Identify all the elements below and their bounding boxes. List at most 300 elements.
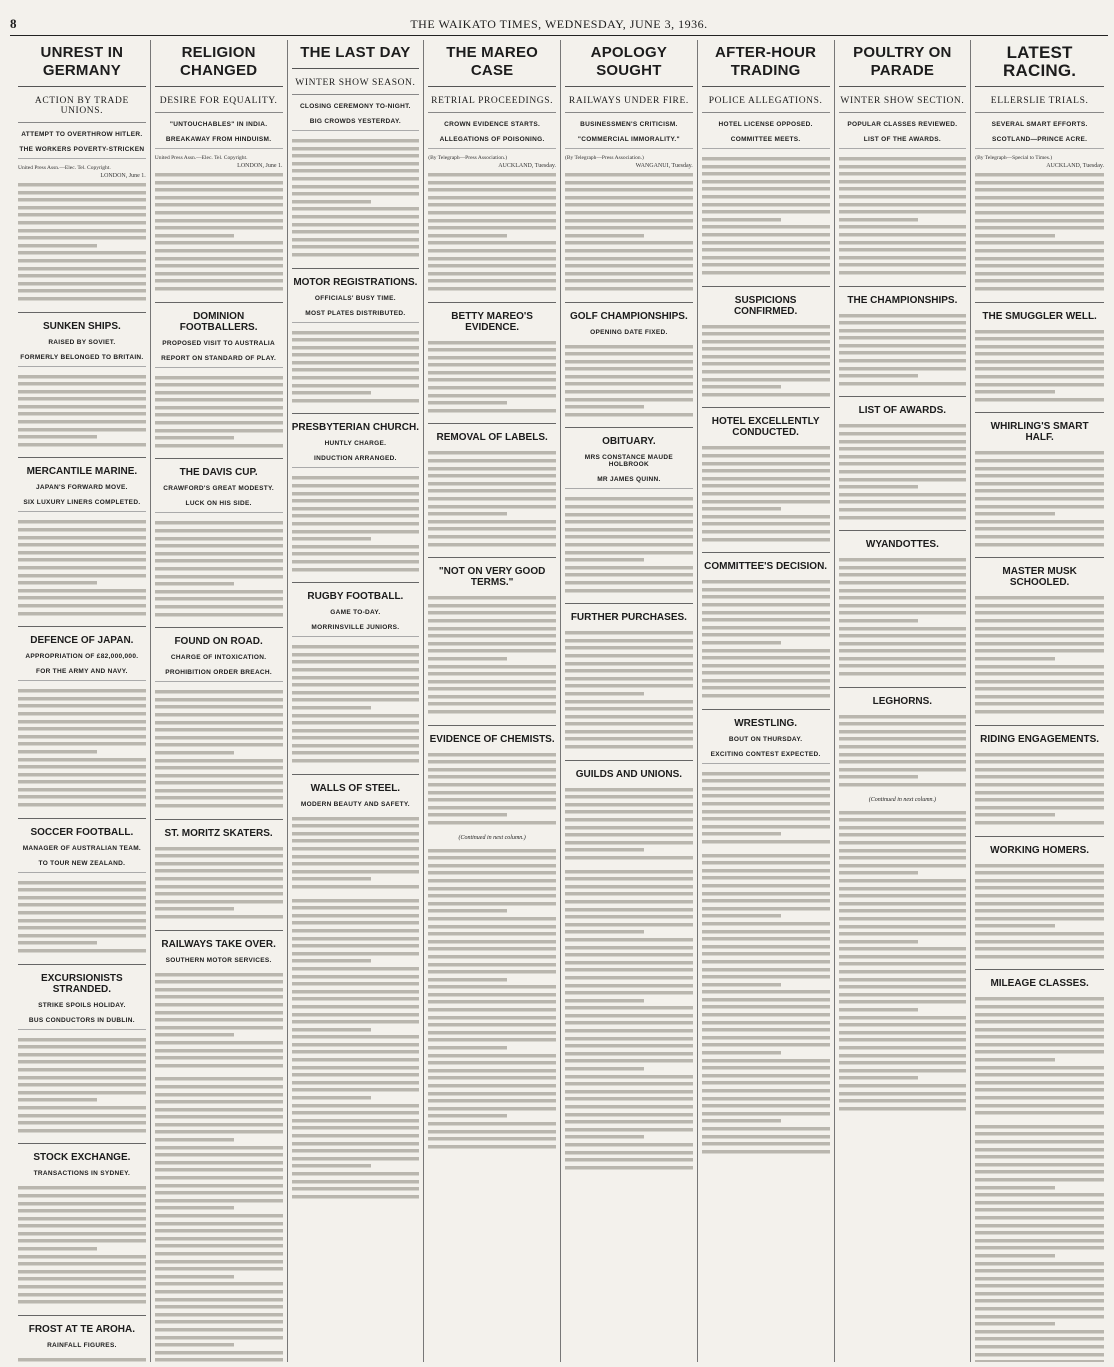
text-line <box>292 1079 420 1087</box>
text-line <box>155 1016 283 1024</box>
story-headline: SUNKEN SHIPS. <box>18 312 146 336</box>
text-line <box>565 1080 693 1088</box>
story-subheading-secondary: SIX LUXURY LINERS COMPLETED. <box>18 496 146 512</box>
text-line <box>839 231 967 239</box>
text-line <box>292 1140 420 1148</box>
text-line <box>839 609 967 617</box>
story-text <box>155 517 283 622</box>
text-line <box>975 1244 1104 1252</box>
text-line <box>428 602 556 610</box>
story-subheading-secondary: TO TOUR NEW ZEALAND. <box>18 857 146 873</box>
text-line <box>839 491 967 499</box>
text-line <box>975 995 1104 1003</box>
text-line <box>428 179 556 187</box>
text-line <box>565 1027 693 1035</box>
text-line <box>428 346 556 354</box>
dateline: WANGANUI, Tuesday. <box>635 163 693 169</box>
text-line <box>428 819 556 827</box>
text-line <box>428 1029 556 1037</box>
text-line <box>702 815 830 823</box>
story-headline: WORKING HOMERS. <box>975 836 1104 860</box>
text-line <box>565 1126 693 1134</box>
text-line <box>292 988 420 996</box>
text-line <box>702 647 830 655</box>
article-column <box>835 40 972 1362</box>
text-line <box>565 989 693 997</box>
text-line <box>155 557 283 565</box>
text-line <box>565 1103 693 1111</box>
text-line <box>428 1143 556 1151</box>
columns-container <box>14 40 1108 1362</box>
text-line <box>155 749 234 757</box>
text-line <box>975 1305 1104 1313</box>
article-column <box>14 40 151 1362</box>
text-line <box>155 1047 283 1055</box>
subheading-secondary: COMMITTEE MEETS. <box>702 133 830 149</box>
text-line <box>565 831 693 839</box>
article-column <box>698 40 835 1362</box>
text-line <box>839 476 967 484</box>
text-line <box>155 1303 283 1311</box>
text-line <box>839 506 967 514</box>
text-line <box>702 498 830 506</box>
text-line <box>18 886 146 894</box>
text-line <box>18 219 146 227</box>
text-line <box>292 198 371 206</box>
text-line <box>565 373 693 381</box>
text-line <box>702 467 830 475</box>
text-line <box>565 913 693 921</box>
text-line <box>565 1133 644 1141</box>
text-line <box>428 700 556 708</box>
text-line <box>975 1153 1104 1161</box>
headline: UNREST IN GERMANY <box>18 40 146 87</box>
text-line <box>155 1091 283 1099</box>
text-line <box>155 1356 283 1362</box>
text-line <box>428 277 556 285</box>
text-line <box>18 587 146 595</box>
text-line <box>292 160 420 168</box>
text-line <box>428 1112 507 1120</box>
text-line <box>839 1021 967 1029</box>
text-line <box>292 152 420 160</box>
text-line <box>839 758 967 766</box>
text-line <box>839 998 967 1006</box>
text-line <box>702 513 830 521</box>
text-line <box>565 186 693 194</box>
story-text <box>18 877 146 959</box>
text-line <box>839 862 967 870</box>
text-line <box>565 660 693 668</box>
text-line <box>155 1098 283 1106</box>
text-line <box>428 789 556 797</box>
text-line <box>565 350 693 358</box>
text-line <box>975 1328 1104 1336</box>
story-text <box>155 843 283 925</box>
text-line <box>292 550 420 558</box>
text-line <box>702 330 830 338</box>
text-line <box>565 579 693 587</box>
text-line <box>292 666 420 674</box>
text-line <box>18 380 146 388</box>
text-line <box>839 1074 918 1082</box>
story-subheading-secondary: LUCK ON HIS SIDE. <box>155 497 283 513</box>
text-line <box>428 217 556 225</box>
text-line <box>975 270 1104 278</box>
text-line <box>975 373 1104 381</box>
text-line <box>428 1074 556 1082</box>
text-line <box>702 353 830 361</box>
text-line <box>839 445 967 453</box>
text-line <box>702 345 830 353</box>
text-line <box>155 1334 283 1342</box>
text-line <box>839 1067 967 1075</box>
wire-credit: (By Telegraph—Press Association.) <box>428 155 508 161</box>
text-line <box>702 785 830 793</box>
lead-story-text <box>292 135 420 263</box>
article-column <box>151 40 288 1362</box>
text-line <box>155 779 283 787</box>
story-subheading-secondary: EXCITING CONTEST EXPECTED. <box>702 748 830 764</box>
text-line <box>975 201 1104 209</box>
text-line <box>155 1220 283 1228</box>
text-line <box>975 1252 1055 1260</box>
story-text <box>702 850 830 1160</box>
text-line <box>565 728 693 736</box>
story-headline: MASTER MUSK SCHOOLED. <box>975 557 1104 592</box>
text-line <box>565 388 693 396</box>
wire-credit: United Press Assn.—Elec. Tel. Copyright. <box>18 165 111 171</box>
text-line <box>839 185 967 193</box>
text-line <box>18 579 97 587</box>
text-line <box>702 208 830 216</box>
text-line <box>702 943 830 951</box>
story-text <box>292 641 420 769</box>
text-line <box>975 388 1055 396</box>
text-line <box>565 571 693 579</box>
text-line <box>702 586 830 594</box>
text-line <box>155 247 283 255</box>
text-line <box>702 505 781 513</box>
text-line <box>975 862 1104 870</box>
text-line <box>565 944 693 952</box>
story-headline: HOTEL EXCELLENTLY CONDUCTED. <box>702 407 830 442</box>
text-line <box>292 336 420 344</box>
text-line <box>565 411 693 419</box>
text-line <box>18 204 146 212</box>
text-line <box>975 1130 1104 1138</box>
text-line <box>18 181 146 189</box>
text-line <box>975 186 1104 194</box>
text-line <box>702 882 830 890</box>
text-line <box>428 1059 556 1067</box>
text-line <box>428 751 556 759</box>
text-line <box>428 938 556 946</box>
text-line <box>428 915 556 923</box>
text-line <box>975 328 1104 336</box>
text-line <box>975 1011 1104 1019</box>
text-line <box>428 487 556 495</box>
text-line <box>975 1026 1104 1034</box>
text-line <box>975 533 1104 541</box>
lead-story-text <box>428 169 556 297</box>
text-line <box>565 1164 693 1172</box>
text-line <box>18 272 146 280</box>
story-headline: LIST OF AWARDS. <box>839 396 967 420</box>
text-line <box>292 1155 420 1163</box>
masthead: THE WAIKATO TIMES, WEDNESDAY, JUNE 3, 1936. <box>410 17 708 31</box>
text-line <box>428 854 556 862</box>
text-line <box>702 246 830 254</box>
text-line <box>155 217 283 225</box>
text-line <box>155 1174 283 1182</box>
text-line <box>702 444 830 452</box>
text-line <box>155 201 283 209</box>
text-line <box>155 580 234 588</box>
text-line <box>565 277 693 285</box>
text-line <box>702 966 830 974</box>
text-line <box>975 1056 1055 1064</box>
story-headline: EXCURSIONISTS STRANDED. <box>18 964 146 999</box>
text-line <box>975 510 1055 518</box>
story-subheading-secondary: MOST PLATES DISTRIBUTED. <box>292 307 420 323</box>
text-line <box>975 922 1055 930</box>
text-line <box>292 145 420 153</box>
text-line <box>292 719 420 727</box>
text-line <box>155 1318 283 1326</box>
text-line <box>565 365 693 373</box>
text-line <box>18 756 146 764</box>
story-headline: MILEAGE CLASSES. <box>975 969 1104 993</box>
text-line <box>18 1230 146 1238</box>
story-headline: DOMINION FOOTBALLERS. <box>155 302 283 337</box>
lead-story-text <box>565 169 693 297</box>
text-line <box>565 396 693 404</box>
text-line <box>428 632 556 640</box>
text-line <box>292 1178 420 1186</box>
text-line <box>702 897 830 905</box>
text-line <box>428 480 556 488</box>
deck: POLICE ALLEGATIONS. <box>702 93 830 113</box>
story-text <box>155 969 283 1074</box>
story-text <box>428 592 556 720</box>
text-line <box>292 251 420 259</box>
text-line <box>702 1140 830 1148</box>
text-line <box>18 541 146 549</box>
text-line <box>702 490 830 498</box>
text-line <box>839 1090 967 1098</box>
text-line <box>18 687 146 695</box>
text-line <box>292 1193 420 1201</box>
text-line <box>292 815 420 823</box>
text-line <box>975 1146 1104 1154</box>
text-line <box>975 693 1104 701</box>
story-headline: GOLF CHAMPIONSHIPS. <box>565 302 693 326</box>
text-line <box>839 945 967 953</box>
text-line <box>292 681 420 689</box>
story-text <box>975 749 1104 831</box>
text-line <box>565 890 693 898</box>
text-line <box>428 609 556 617</box>
text-line <box>18 1268 146 1276</box>
text-line <box>975 678 1104 686</box>
story-text <box>839 807 967 1117</box>
text-line <box>292 651 420 659</box>
text-line <box>18 748 97 756</box>
text-line <box>428 472 556 480</box>
story-text <box>975 860 1104 965</box>
text-line <box>292 897 420 905</box>
text-line <box>18 549 146 557</box>
text-line <box>975 811 1055 819</box>
text-line <box>565 786 693 794</box>
text-line <box>155 890 283 898</box>
text-line <box>428 1090 556 1098</box>
text-line <box>292 543 420 551</box>
text-line <box>839 319 967 327</box>
text-line <box>428 796 556 804</box>
text-line <box>565 875 693 883</box>
text-line <box>975 1199 1104 1207</box>
story-subheading: HUNTLY CHARGE. <box>324 440 387 448</box>
text-line <box>155 411 283 419</box>
text-line <box>292 912 420 920</box>
text-line <box>428 900 556 908</box>
text-line <box>975 1161 1104 1169</box>
text-line <box>155 1288 283 1296</box>
text-line <box>565 883 693 891</box>
text-line <box>428 1120 556 1128</box>
text-line <box>292 1132 420 1140</box>
text-line <box>292 643 420 651</box>
text-line <box>565 898 693 906</box>
text-line <box>292 757 420 765</box>
text-line <box>839 991 967 999</box>
text-line <box>155 611 283 619</box>
text-line <box>18 947 146 955</box>
text-line <box>155 603 283 611</box>
text-line <box>18 1356 146 1362</box>
text-line <box>428 525 556 533</box>
text-line <box>702 201 830 209</box>
story-subheading-secondary: MORRINSVILLE JUNIORS. <box>292 621 420 637</box>
text-line <box>702 631 830 639</box>
text-line <box>702 323 830 331</box>
text-line <box>155 734 283 742</box>
text-line <box>702 1064 830 1072</box>
text-line <box>702 852 830 860</box>
text-line <box>155 232 234 240</box>
text-line <box>975 1184 1055 1192</box>
text-line <box>839 1082 967 1090</box>
text-line <box>428 457 556 465</box>
subheading-secondary: SCOTLAND—PRINCE ACRE. <box>975 133 1104 149</box>
text-line <box>428 1021 556 1029</box>
story-subheading-secondary: FORMERLY BELONGED TO BRITAIN. <box>18 351 146 367</box>
text-line <box>975 495 1104 503</box>
story-headline: FOUND ON ROAD. <box>155 627 283 651</box>
text-line <box>155 993 283 1001</box>
text-line <box>565 982 693 990</box>
text-line <box>975 609 1104 617</box>
text-line <box>155 757 283 765</box>
text-line <box>565 255 693 263</box>
text-line <box>565 403 644 411</box>
text-line <box>702 383 781 391</box>
text-line <box>839 713 967 721</box>
text-line <box>292 167 420 175</box>
text-line <box>702 261 830 269</box>
story-headline: SOCCER FOOTBALL. <box>18 818 146 842</box>
text-line <box>839 900 967 908</box>
text-line <box>292 1026 371 1034</box>
text-line <box>18 564 146 572</box>
text-line <box>839 564 967 572</box>
text-line <box>702 1125 830 1133</box>
text-line <box>155 588 283 596</box>
text-line <box>155 764 283 772</box>
text-line <box>18 740 146 748</box>
story-headline: WHIRLING'S SMART HALF. <box>975 412 1104 447</box>
text-line <box>155 875 283 883</box>
text-line <box>18 211 146 219</box>
story-headline: STOCK EXCHANGE. <box>18 1143 146 1167</box>
text-line <box>975 1267 1104 1275</box>
text-line <box>839 720 967 728</box>
text-line <box>292 236 420 244</box>
text-line <box>155 1144 283 1152</box>
text-line <box>975 335 1104 343</box>
story-headline: BETTY MAREO'S EVIDENCE. <box>428 302 556 337</box>
text-line <box>155 1182 283 1190</box>
text-line <box>975 663 1104 671</box>
text-line <box>839 809 967 817</box>
text-line <box>839 498 967 506</box>
story-text <box>702 442 830 547</box>
text-line <box>428 354 556 362</box>
wire-credit: United Press Assn.—Elec. Tel. Copyright. <box>154 155 248 161</box>
story-headline: COMMITTEE'S DECISION. <box>702 552 830 576</box>
text-line <box>565 713 693 721</box>
text-line <box>155 1039 283 1047</box>
story-text <box>428 845 556 1155</box>
text-line <box>428 640 556 648</box>
text-line <box>702 669 830 677</box>
text-line <box>839 422 967 430</box>
text-line <box>292 1117 420 1125</box>
text-line <box>428 1014 556 1022</box>
text-line <box>155 1296 283 1304</box>
text-line <box>292 397 420 405</box>
text-line <box>839 372 918 380</box>
text-line <box>975 1282 1104 1290</box>
text-line <box>18 702 146 710</box>
text-line <box>565 343 693 351</box>
text-line <box>292 137 420 145</box>
text-line <box>18 1207 146 1215</box>
text-line <box>702 231 830 239</box>
text-line <box>975 1191 1104 1199</box>
text-line <box>975 487 1104 495</box>
text-line <box>428 998 556 1006</box>
subheading-secondary: "COMMERCIAL IMMORALITY." <box>565 133 693 149</box>
text-line <box>839 938 918 946</box>
text-line <box>565 793 693 801</box>
text-line <box>155 905 234 913</box>
story-subheading: PROPOSED VISIT TO AUSTRALIA <box>162 339 276 347</box>
text-line <box>565 637 693 645</box>
text-line <box>565 549 693 557</box>
